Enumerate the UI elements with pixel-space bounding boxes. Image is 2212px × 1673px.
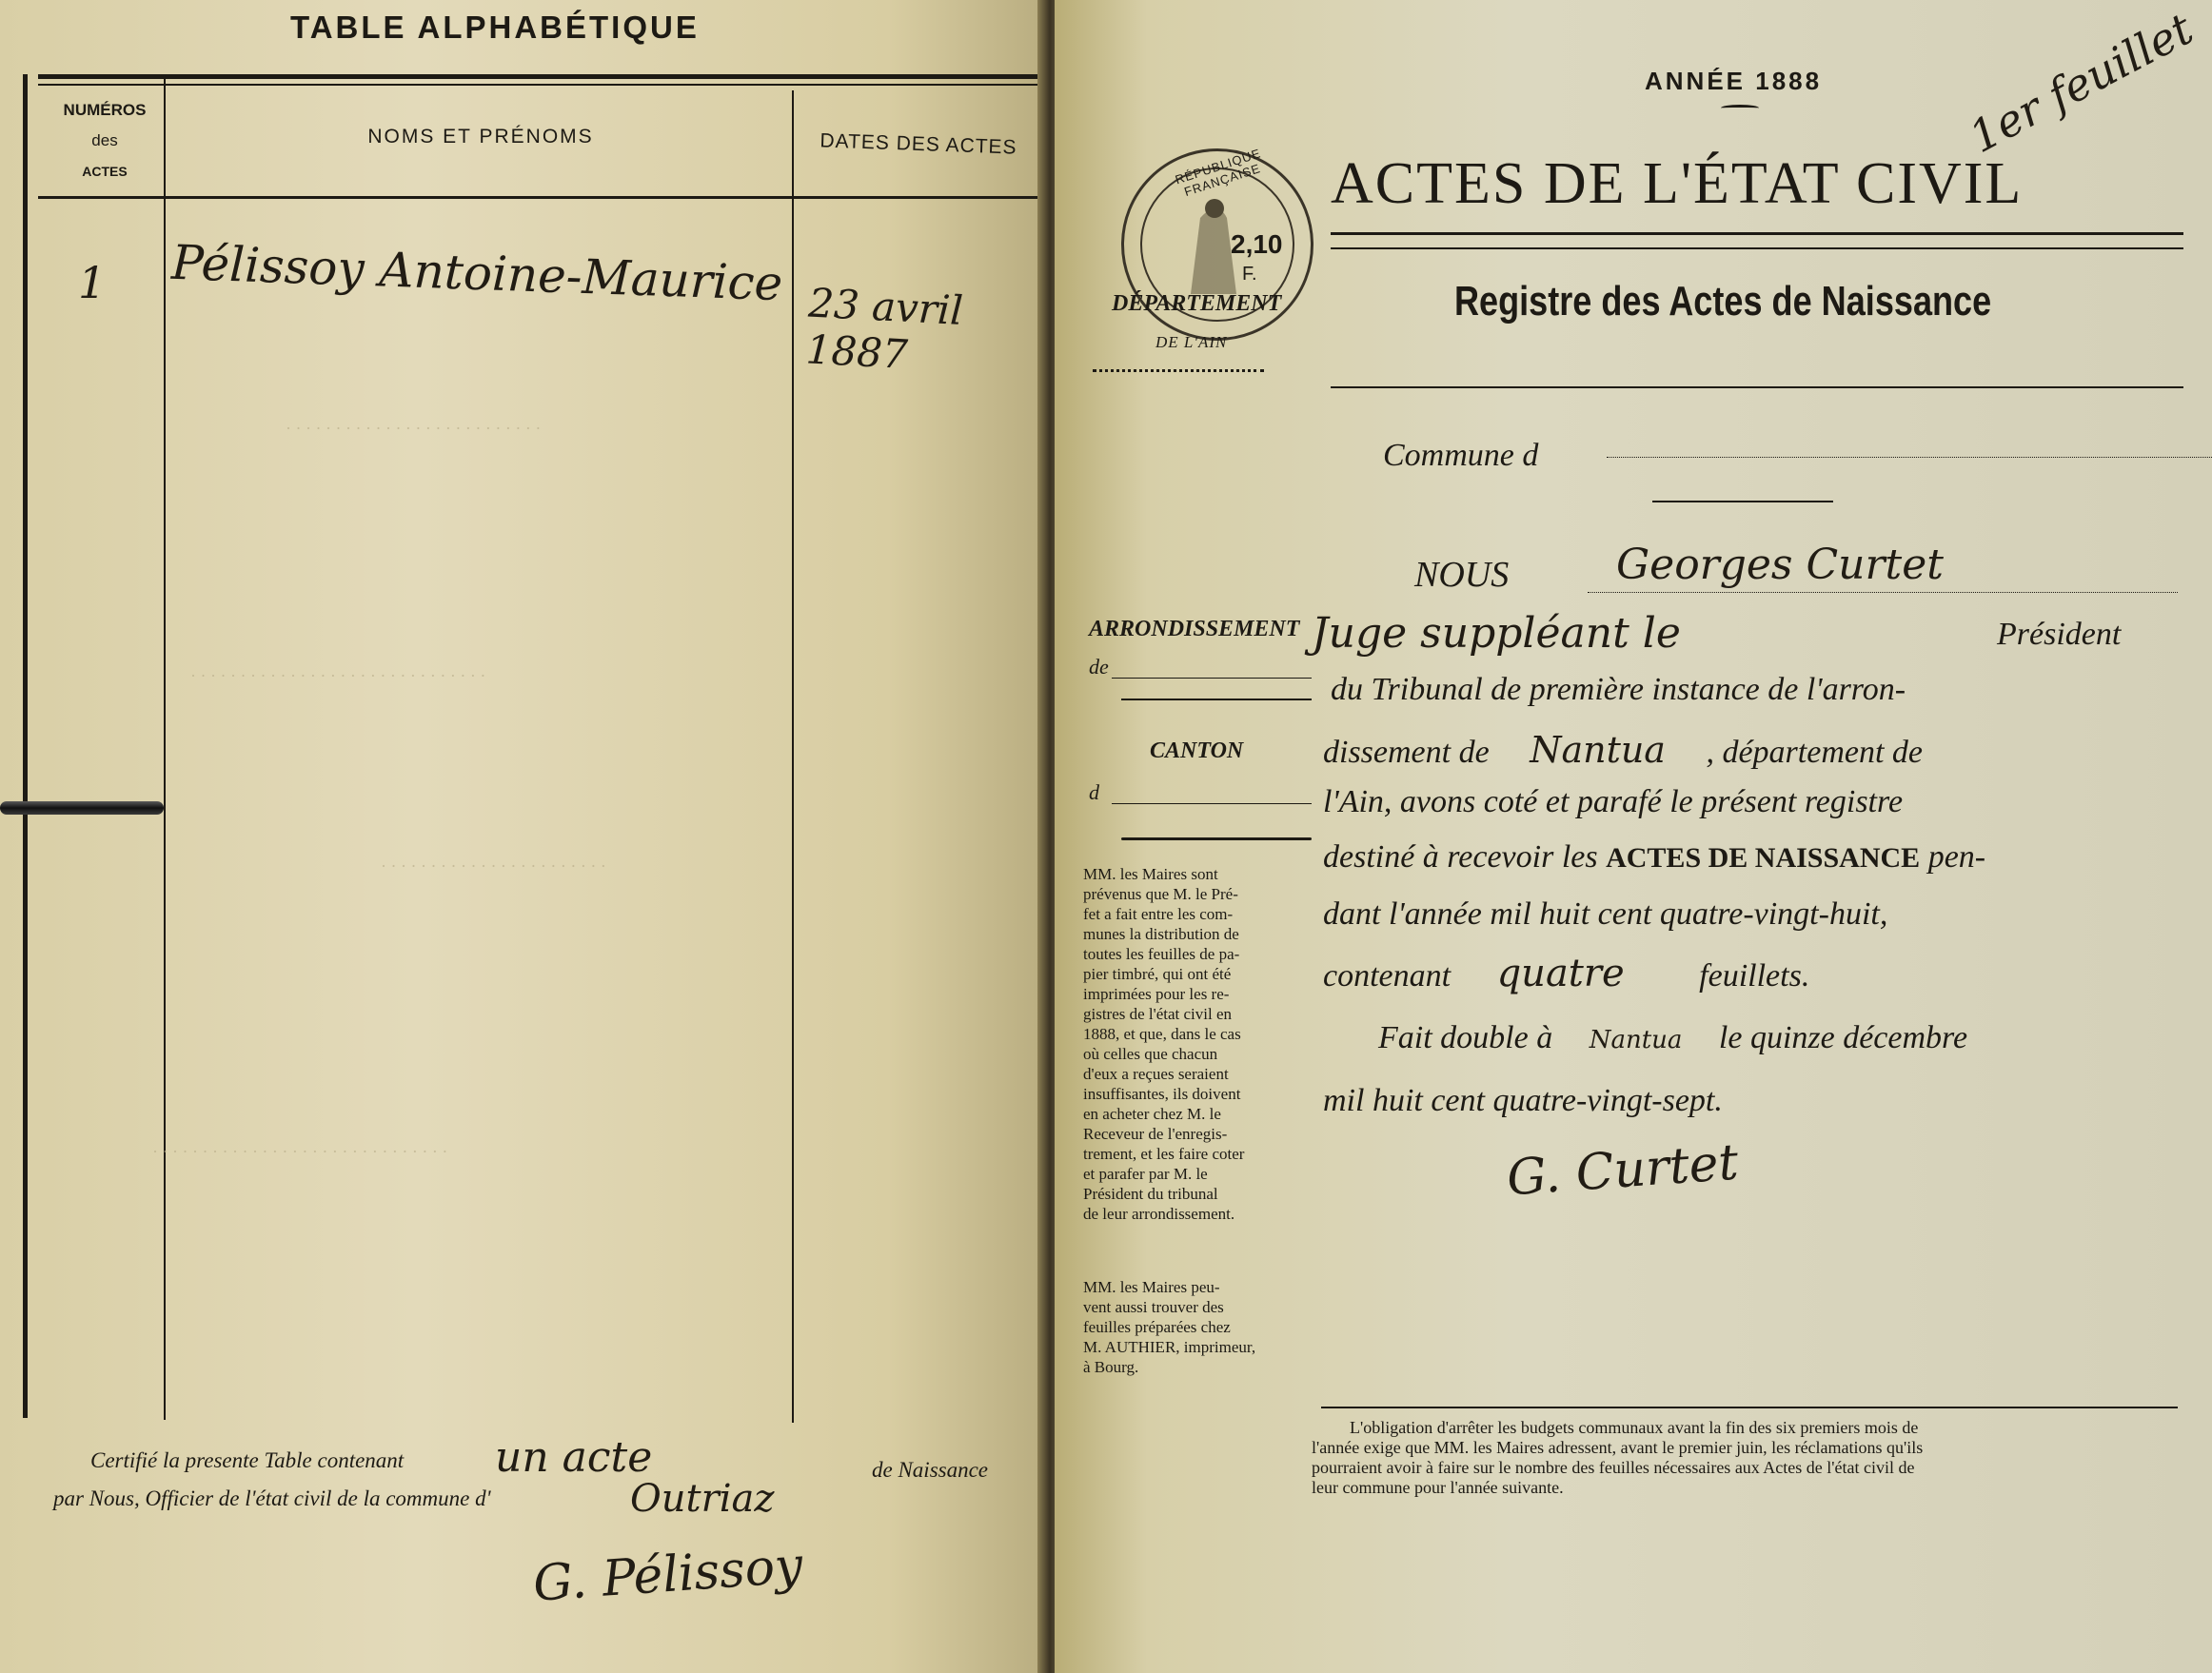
body-line-5c: pen- [1927, 839, 1986, 875]
body-line-7a: contenant [1323, 958, 1452, 994]
bleed-through-text-3: · · · · · · · · · · · · · · · · · · · · · · · [381, 856, 606, 876]
notice-prefet-line: Receveur de l'enregis- [1083, 1125, 1228, 1143]
juge-hand: Juge suppléant le [1312, 609, 1681, 658]
commune-rule [1652, 501, 1833, 502]
footer-count-hand: un acte [495, 1433, 653, 1482]
body-line-7 [1323, 952, 1809, 995]
annee-flourish [1721, 105, 1759, 111]
header-dates: DATES DES ACTES [820, 129, 1017, 159]
body-line-5b: ACTES DE NAISSANCE [1606, 842, 1921, 874]
commune-fill-line [1607, 457, 2212, 459]
notice-prefet-line: 1888, et que, dans le cas [1083, 1025, 1241, 1043]
row-number: 1 [78, 257, 107, 308]
right-page [1055, 0, 2212, 1673]
arrondissement-de: de [1089, 655, 1109, 679]
bleed-through-text-1: · · · · · · · · · · · · · · · · · · · · · · · · · · [286, 419, 542, 438]
footer-commune-hand: Outriaz [630, 1477, 775, 1521]
notice-prefet-line: Président du tribunal [1083, 1185, 1218, 1203]
footer-par-nous: par Nous, Officier de l'état civil de la commune d' [53, 1486, 491, 1510]
notice-prefet-line: pier timbré, qui ont été [1083, 965, 1232, 983]
annee-label: ANNÉE 1888 [1645, 67, 1823, 95]
body-line-3b: , département de [1706, 735, 1924, 770]
table-left-border [23, 74, 28, 1418]
notice-prefet-line: et parafer par M. le [1083, 1165, 1208, 1183]
main-title: ACTES DE L'ÉTAT CIVIL [1331, 151, 2024, 216]
arrondissement-fill-line [1112, 678, 1312, 679]
bottom-notice-line: L'obligation d'arrêter les budgets communaux avant la fin des six premiers mois de [1350, 1418, 1919, 1437]
table-top-border-inner [38, 84, 1045, 86]
notice-prefet-line: d'eux a reçues seraient [1083, 1065, 1229, 1083]
body-line-3a: dissement de [1323, 735, 1490, 770]
bookmark-ribbon [0, 801, 164, 815]
body-line-1: Président [1997, 617, 2122, 652]
notice-authier-line: vent aussi trouver des [1083, 1298, 1224, 1316]
bleed-through-text-4: · · · · · · · · · · · · · · · · · · · · · · · · · · · · · · [152, 1142, 448, 1161]
notice-prefet-line: trement, et les faire coter [1083, 1145, 1245, 1163]
body-line-5a: destiné à recevoir les [1323, 839, 1598, 875]
stamp-value: 2,10 [1231, 229, 1283, 259]
bleed-through-text-2: · · · · · · · · · · · · · · · · · · · · · · · · · · · · · · [190, 666, 486, 685]
arrondissement-rule [1121, 699, 1312, 700]
stamp-sub: F. [1242, 264, 1257, 285]
body-line-7b: feuillets. [1699, 958, 1810, 994]
arrondissement-label: ARRONDISSEMENT [1089, 617, 1300, 641]
footer-certifie: Certifié la presente Table contenant [90, 1448, 405, 1472]
notice-prefet-line: en acheter chez M. le [1083, 1105, 1221, 1123]
header-bottom-border [38, 196, 1045, 199]
body-line-8b: le quinze décembre [1718, 1020, 1968, 1055]
body-line-9: mil huit cent quatre-vingt-sept. [1323, 1083, 1723, 1118]
notice-authier-line: feuilles préparées chez [1083, 1318, 1231, 1336]
departement-label: DÉPARTEMENT [1112, 291, 1282, 316]
president-signature: G. Curtet [1505, 1133, 1741, 1208]
nous-fill-line [1588, 592, 2178, 593]
title-rule-2 [1331, 247, 2183, 249]
notice-authier [1083, 1277, 1313, 1377]
canton-d: d [1089, 780, 1099, 804]
bottom-notice-line: pourraient avoir à faire sur le nombre des feuilles nécessaires aux Actes de l'état civil de [1312, 1458, 1915, 1477]
de-lain-label: DE L'AIN [1155, 333, 1228, 351]
header-noms: NOMS ET PRÉNOMS [367, 126, 594, 148]
canton-fill-line [1112, 803, 1312, 804]
footer-signature: G. Pélissoy [531, 1537, 805, 1613]
bottom-notice [1312, 1418, 2182, 1498]
notice-prefet-line: où celles que chacun [1083, 1045, 1218, 1063]
subtitle-rule [1331, 386, 2183, 388]
bottom-notice-rule [1321, 1407, 2178, 1408]
bottom-notice-line: leur commune pour l'année suivante. [1312, 1478, 1564, 1497]
notice-prefet-line: munes la distribution de [1083, 925, 1239, 943]
notice-authier-line: M. AUTHIER, imprimeur, [1083, 1338, 1256, 1356]
nous-hand: Georges Curtet [1616, 541, 1944, 589]
table-title: TABLE ALPHABÉTIQUE [290, 10, 700, 45]
notice-prefet-line: insuffisantes, ils doivent [1083, 1085, 1241, 1103]
body-line-4: l'Ain, avons coté et parafé le présent registre [1323, 784, 1904, 819]
notice-prefet-line: toutes les feuilles de pa- [1083, 945, 1240, 963]
notice-prefet-line: imprimées pour les re- [1083, 985, 1230, 1003]
body-line-7-hand: quatre [1496, 952, 1625, 995]
body-line-8a: Fait double à [1378, 1020, 1553, 1055]
notice-authier-line: MM. les Maires peu- [1083, 1278, 1220, 1296]
feuillet-annotation: 1er feuillet [1961, 2, 2202, 164]
title-rule-1 [1331, 232, 2183, 235]
row-name: Pélissoy Antoine-Maurice [170, 234, 784, 312]
body-line-6: dant l'année mil huit cent quatre-vingt-huit, [1323, 896, 1888, 932]
bottom-notice-line: l'année exige que MM. les Maires adressent, avant le premier juin, les réclamations qu'ils [1312, 1438, 1924, 1457]
column-divider-1 [164, 74, 166, 1420]
body-line-3 [1323, 729, 1923, 771]
left-page [0, 0, 1045, 1673]
notice-prefet-line: gistres de l'état civil en [1083, 1005, 1233, 1023]
canton-rule [1121, 837, 1312, 840]
commune-label: Commune d [1383, 438, 1539, 473]
body-line-8-hand: Nantua [1589, 1026, 1683, 1054]
stamp-ring-text: RÉPUBLIQUE FRANÇAISE [1173, 146, 1263, 200]
footer-de-naissance: de Naissance [872, 1458, 989, 1482]
notice-prefet [1083, 864, 1313, 1224]
notice-prefet-line: MM. les Maires sont [1083, 865, 1218, 883]
nous-label: NOUS [1414, 555, 1510, 595]
header-numeros-line1: NUMÉROS [63, 101, 147, 119]
body-line-8 [1378, 1020, 1967, 1056]
body-line-5 [1323, 839, 1985, 876]
column-divider-2 [792, 90, 794, 1423]
notice-prefet-line: de leur arrondissement. [1083, 1205, 1235, 1223]
notice-prefet-line: fet a fait entre les com- [1083, 905, 1234, 923]
header-numeros-line3: ACTES [82, 164, 128, 179]
notice-authier-line: à Bourg. [1083, 1358, 1139, 1376]
canton-label: CANTON [1150, 738, 1244, 763]
body-line-2: du Tribunal de première instance de l'arron- [1331, 672, 1906, 707]
departement-flourish [1093, 369, 1264, 380]
body-line-3-hand: Nantua [1530, 729, 1666, 771]
header-numeros-line2: des [91, 131, 118, 149]
subtitle: Registre des Actes de Naissance [1454, 278, 1992, 325]
table-top-border [38, 74, 1045, 79]
header-numeros [46, 95, 164, 187]
notice-prefet-line: prévenus que M. le Pré- [1083, 885, 1238, 903]
row-date: 23 avril 1887 [804, 279, 965, 378]
